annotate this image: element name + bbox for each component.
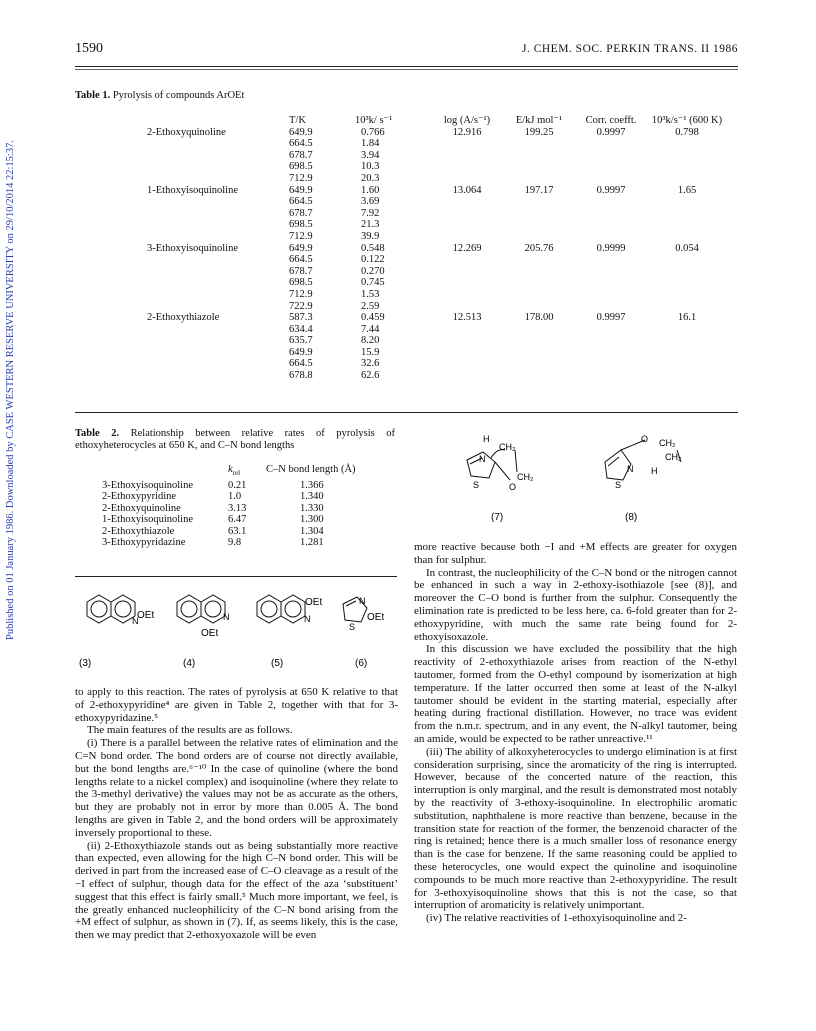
rate-cell: 0.270 [361,265,385,277]
table1-header-logA: log (A/s⁻¹) [443,115,491,126]
compound-name: 2-Ethoxyquinoline [147,126,226,138]
rate-cell: 10.3 [361,161,380,173]
corr-cell: 0.9997 [596,312,626,324]
table1-row [75,138,727,150]
structure-7-ch2-top: CH₂ [499,442,516,452]
logA-cell [431,150,503,162]
temperature-cell: 698.5 [289,219,313,231]
energy-cell [503,289,575,301]
table1-row [75,243,727,255]
compound-name [75,301,281,313]
logA-cell [431,231,503,243]
right-column [414,541,737,925]
k600-cell [647,289,727,301]
paragraph: (iv) The relative reactivities of 1-ethoxyisoquinoline and 2- [426,912,687,925]
krel-cell: 63.1 [228,525,247,537]
corr-cell [575,150,647,162]
corr-cell [575,277,647,289]
structure-6-s: S [349,622,356,632]
structure-8-o: O [641,434,649,444]
rate-cell: 1.53 [361,288,380,300]
temperature-cell: 722.9 [289,300,313,312]
temperature-cell: 649.9 [289,184,313,196]
logA-cell [431,196,503,208]
corr-cell [575,266,647,278]
table1-row [75,185,727,197]
structure-5-n: N [304,614,311,624]
paragraph: to apply to this reaction. The rates of pyrolysis at 650 K relative to that of 2-ethoxypyridine⁴ are given in Table 2, together with that for 3-ethoxypyridazine.⁵ [75,686,398,724]
k600-cell [647,219,727,231]
compound-name [75,289,281,301]
k600-cell [647,254,727,266]
structure-7-h: H [483,434,490,444]
table2-header-krel: $k_{rel}$ [228,464,241,478]
logA-cell [431,266,503,278]
temperature-cell: 635.7 [289,335,313,347]
corr-cell [575,324,647,336]
energy-cell [503,150,575,162]
compound-name [75,173,281,185]
energy-cell [503,301,575,313]
table2-bottom-rule [75,576,397,577]
energy-cell [503,138,575,150]
logA-cell [431,370,503,382]
rate-cell: 32.6 [361,358,380,370]
table1-row [75,161,727,173]
paragraph: (i) There is a parallel between the relative rates of elimination and the C=N bond order. The bond orders are of course not directly available, but the bond lengths are.⁶⁻¹⁰ In the case of quinoline (where the bond lengths relate to a nickel complex) and isoquinoline (where they relate to the 3-methyl derivative) the values may not be as accurate as the others, but they are probably not in error by more than 0.005 Å. The bond lengths are given in Table 2, and the bond orders will be approximately inversely proportional to these. [75,737,398,839]
bond-length-cell: 1.304 [300,525,324,537]
table2-row [102,480,396,492]
rate-cell: 62.6 [361,370,380,382]
table1-row [75,358,727,370]
temperature-cell: 712.9 [289,288,313,300]
table1-row [75,370,727,382]
logA-cell: 12.513 [452,312,482,324]
rate-cell: 39.9 [361,230,380,242]
compound-name: 2-Ethoxyquinoline [102,502,181,514]
energy-cell [503,347,575,359]
rate-cell: 3.69 [361,196,380,208]
table1-body [75,127,727,382]
energy-cell [503,196,575,208]
k600-cell [647,173,727,185]
table2-row [102,537,396,549]
energy-cell [503,370,575,382]
table1-row [75,208,727,220]
temperature-cell: 712.9 [289,230,313,242]
table2-row [102,514,396,526]
header-rule [75,66,738,67]
compound-name: 2-Ethoxythiazole [147,312,220,324]
corr-cell: 0.9997 [596,184,626,196]
energy-cell [503,161,575,173]
temperature-cell: 649.9 [289,242,313,254]
logA-cell: 12.269 [452,242,482,254]
structure-3 [87,595,135,623]
energy-cell [503,335,575,347]
structure-6-n: N [359,596,366,606]
temperature-cell: 634.4 [289,323,313,335]
k600-cell [647,347,727,359]
table1-caption: Table 1. Pyrolysis of compounds ArOEt [75,90,245,101]
temperature-cell: 698.5 [289,161,313,173]
k600-cell: 16.1 [677,312,697,324]
table2-row [102,491,396,503]
logA-cell [431,173,503,185]
header-rule-thin [75,69,738,70]
structure-8-h: H [651,466,658,476]
corr-cell [575,347,647,359]
corr-cell [575,173,647,185]
rate-cell: 0.122 [361,254,385,266]
download-watermark: Published on 01 January 1986. Downloaded by CASE WESTERN RESERVE UNIVERSITY on 29/10/2014 22:15:37. [5,140,16,640]
temperature-cell: 698.5 [289,277,313,289]
compound-name [75,335,281,347]
energy-cell: 205.76 [524,242,554,254]
k600-cell [647,324,727,336]
table2-header-bond: C–N bond length (Å) [266,464,356,475]
logA-cell: 12.916 [452,126,482,138]
energy-cell [503,277,575,289]
k600-cell: 0.798 [675,126,699,138]
structure-7-ch2: CH₂ [517,472,534,482]
energy-cell [503,173,575,185]
journal-header: J. CHEM. SOC. PERKIN TRANS. II 1986 [521,43,738,55]
temperature-cell: 664.5 [289,358,313,370]
paragraph: more reactive because both −I and +M effects are greater for oxygen than for sulphur. [414,541,737,566]
energy-cell [503,219,575,231]
energy-cell: 199.25 [524,126,554,138]
table1-header-T: T/K [289,115,306,126]
structure-8-ch2-top: CH₂ [659,438,676,448]
krel-cell: 3.13 [228,502,247,514]
logA-cell [431,161,503,173]
table1-row [75,301,727,313]
paragraph: (ii) 2-Ethoxythiazole stands out as being substantially more reactive than expected, even allowing for the high C–N bond order. This will be derived in part from the increased ease of C–O cleavage as a result of the −I effect of sulphur, though data for the effect of the aza ‘substituent’ suggest that this effect is fairly small.⁵ Much more important, we feel, is the greatly enhanced nucleophilicity of the C–N bond arising from the +M effect of sulphur, as shown in (7). If, as seems likely, this is the case, then we may predict that 2-ethoxyoxazole will be even [75,839,398,942]
corr-cell [575,301,647,313]
temperature-cell: 678.8 [289,370,313,382]
logA-cell [431,219,503,231]
corr-cell: 0.9997 [596,126,626,138]
bond-length-cell: 1.330 [300,502,324,514]
table1-row [75,173,727,185]
k600-cell [647,358,727,370]
structure-7-o: O [509,482,517,492]
logA-cell [431,335,503,347]
table1-header-k: 10³k/ s⁻¹ [355,115,393,126]
structure-7 [467,450,517,480]
structure-8-s: S [615,480,622,490]
table1 [75,115,727,382]
k600-cell [647,301,727,313]
label-8: (8) [625,512,638,523]
table1-header-E: E/kJ mol⁻¹ [515,115,563,126]
logA-cell [431,277,503,289]
rate-cell: 0.459 [361,312,385,324]
energy-cell [503,324,575,336]
temperature-cell: 664.5 [289,196,313,208]
compound-name [75,208,281,220]
rate-cell: 7.92 [361,207,380,219]
energy-cell: 197.17 [524,184,554,196]
compound-name: 1-Ethoxyisoquinoline [102,514,193,526]
temperature-cell: 649.9 [289,346,313,358]
rate-cell: 1.60 [361,184,380,196]
krel-cell: 6.47 [228,514,247,526]
table1-row [75,347,727,359]
compound-name [75,254,281,266]
k600-cell [647,138,727,150]
temperature-cell: 664.5 [289,254,313,266]
corr-cell [575,208,647,220]
structure-6-oet: OEt [367,612,385,623]
structures-3-6 [75,592,400,670]
corr-cell [575,370,647,382]
k600-cell: 0.054 [675,242,699,254]
temperature-cell: 587.3 [289,312,313,324]
bond-length-cell: 1.340 [300,491,324,503]
label-7: (7) [491,512,504,523]
corr-cell [575,138,647,150]
energy-cell [503,231,575,243]
k600-cell [647,266,727,278]
temperature-cell: 678.7 [289,149,313,161]
corr-cell [575,161,647,173]
label-6: (6) [355,658,368,669]
rate-cell: 15.9 [361,346,380,358]
logA-cell [431,324,503,336]
compound-name [75,370,281,382]
compound-name [75,161,281,173]
table1-row [75,335,727,347]
compound-name: 3-Ethoxypyridazine [102,537,186,549]
rate-cell: 20.3 [361,172,380,184]
krel-cell: 1.0 [228,491,242,503]
compound-name [75,277,281,289]
structure-8-n: N [627,464,634,474]
compound-name [75,196,281,208]
rate-cell: 0.745 [361,277,385,289]
table1-row [75,312,727,324]
rate-cell: 0.548 [361,242,385,254]
structure-5 [257,595,305,623]
temperature-cell: 678.7 [289,207,313,219]
krel-cell: 0.21 [228,479,247,491]
table1-header-corr: Corr. coefft. [585,115,637,126]
compound-name [75,138,281,150]
paragraph: In contrast, the nucleophilicity of the C–N bond or the nitrogen cannot be enhanced in such a way in 2-ethoxy-isothiazole [see (8)], and moreover the C–O bond is further from the sulphur. Consequently the elimination rate is predicted to be less here, ca. 6-fold greater than for 2-ethoxypyridine, with much the same rate being found for 2-ethoxyisoxazole. [414,566,737,643]
logA-cell [431,138,503,150]
energy-cell [503,266,575,278]
corr-cell [575,231,647,243]
temperature-cell: 649.9 [289,126,313,138]
table1-row [75,277,727,289]
k600-cell [647,150,727,162]
structure-3-oet: OEt [137,610,155,621]
structures-7-8 [455,428,735,528]
structure-4 [177,595,225,623]
compound-name: 3-Ethoxyisoquinoline [102,479,193,491]
temperature-cell: 678.7 [289,265,313,277]
bond-length-cell: 1.366 [300,479,324,491]
k600-cell [647,370,727,382]
rate-cell: 3.94 [361,149,380,161]
rate-cell: 0.766 [361,126,385,138]
rate-cell: 7.44 [361,323,380,335]
energy-cell [503,208,575,220]
logA-cell [431,347,503,359]
table2 [102,464,396,549]
krel-cell: 9.8 [228,537,242,549]
structure-5-oet: OEt [305,597,323,608]
left-column [75,686,398,942]
table1-row [75,231,727,243]
table1-header-k600: 10³k/s⁻¹ (600 K) [651,115,723,126]
structure-4-oet: OEt [201,628,219,639]
logA-cell [431,358,503,370]
k600-cell [647,335,727,347]
rate-cell: 8.20 [361,335,380,347]
k600-cell [647,231,727,243]
label-3: (3) [79,658,92,669]
compound-name: 1-Ethoxyisoquinoline [147,184,238,196]
table2-row [102,526,396,538]
rate-cell: 2.59 [361,300,380,312]
table2-row [102,503,396,515]
table1-row [75,150,727,162]
structure-4-n: N [223,612,230,622]
corr-cell: 0.9999 [596,242,626,254]
paragraph: In this discussion we have excluded the possibility that the high reactivity of 2-ethoxythiazole arises from reaction of the N-ethyl tautomer, formed from the O-ethyl compound by isomerization at high temperature. If the latter occurred then some at least of the N-alkyl tautomer should be evident in the starting material, especially after heating during fractional distillation. However, no trace was evident from the n.m.r. spectrum, and in any event, the N-alkyl tautomer, being an amide, would be expected to be rather unreactive.¹¹ [414,643,737,745]
compound-name [75,150,281,162]
compound-name: 2-Ethoxypyridine [102,491,177,503]
table1-row [75,127,727,139]
temperature-cell: 712.9 [289,172,313,184]
corr-cell [575,254,647,266]
energy-cell [503,254,575,266]
compound-name [75,324,281,336]
k600-cell [647,208,727,220]
compound-name: 3-Ethoxyisoquinoline [147,242,238,254]
label-5: (5) [271,658,284,669]
compound-name [75,358,281,370]
table2-caption: Table 2. Relationship between relative rates of pyrolysis of ethoxyheterocycles at 650 K, and C–N bond lengths [75,428,396,451]
k600-cell [647,196,727,208]
compound-name [75,266,281,278]
corr-cell [575,289,647,301]
logA-cell [431,289,503,301]
corr-cell [575,335,647,347]
bond-length-cell: 1.300 [300,514,324,526]
table1-row [75,266,727,278]
page-number: 1590 [75,41,103,56]
logA-cell [431,301,503,313]
logA-cell [431,208,503,220]
table1-bottom-rule [75,412,738,413]
structure-7-n: N [479,454,486,464]
compound-name [75,231,281,243]
paragraph: (iii) The ability of alkoxyheterocycles to undergo elimination is at first consideration surprising, since the aromaticity of the ring is interrupted. However, because of the concerted nature of the reaction, this interruption is only marginal, and the result is demonstrated most notably by the reactivity of 3-ethoxy-isoquinoline. In electrophilic aromatic substitution, naphthalene is more reactive than benzene, because in the transition state for reaction of the former, the benzenoid character of the ring is retained; hence there is a much smaller loss of resonance energy than is the case for benzene. If the same reasoning could be applied to these heterocycles, one would expect the quinoline and isoquinoline compounds to be much more reactive than 2-ethoxypyridine. The result for 3-ethoxyisoquinoline shows that this is not the case, so that interruption of aromaticity is relatively unimportant. [414,745,737,912]
energy-cell: 178.00 [524,312,554,324]
paragraph: The main features of the results are as follows. [87,724,293,737]
corr-cell [575,219,647,231]
label-4: (4) [183,658,196,669]
rate-cell: 21.3 [361,219,380,231]
k600-cell: 1.65 [677,184,697,196]
table1-row [75,219,727,231]
structure-8-ch2: CH₂ [665,452,682,462]
table1-row [75,196,727,208]
table1-row [75,289,727,301]
logA-cell [431,254,503,266]
corr-cell [575,358,647,370]
rate-cell: 1.84 [361,138,380,150]
energy-cell [503,358,575,370]
k600-cell [647,161,727,173]
k600-cell [647,277,727,289]
table2-body [102,480,396,549]
table1-row [75,254,727,266]
structure-7-s: S [473,480,480,490]
bond-length-cell: 1.281 [300,537,324,549]
compound-name [75,347,281,359]
compound-name [75,219,281,231]
corr-cell [575,196,647,208]
compound-name: 2-Ethoxythiazole [102,525,175,537]
temperature-cell: 664.5 [289,138,313,150]
structure-3-n: N [132,616,139,626]
logA-cell: 13.064 [452,184,482,196]
table1-row [75,324,727,336]
